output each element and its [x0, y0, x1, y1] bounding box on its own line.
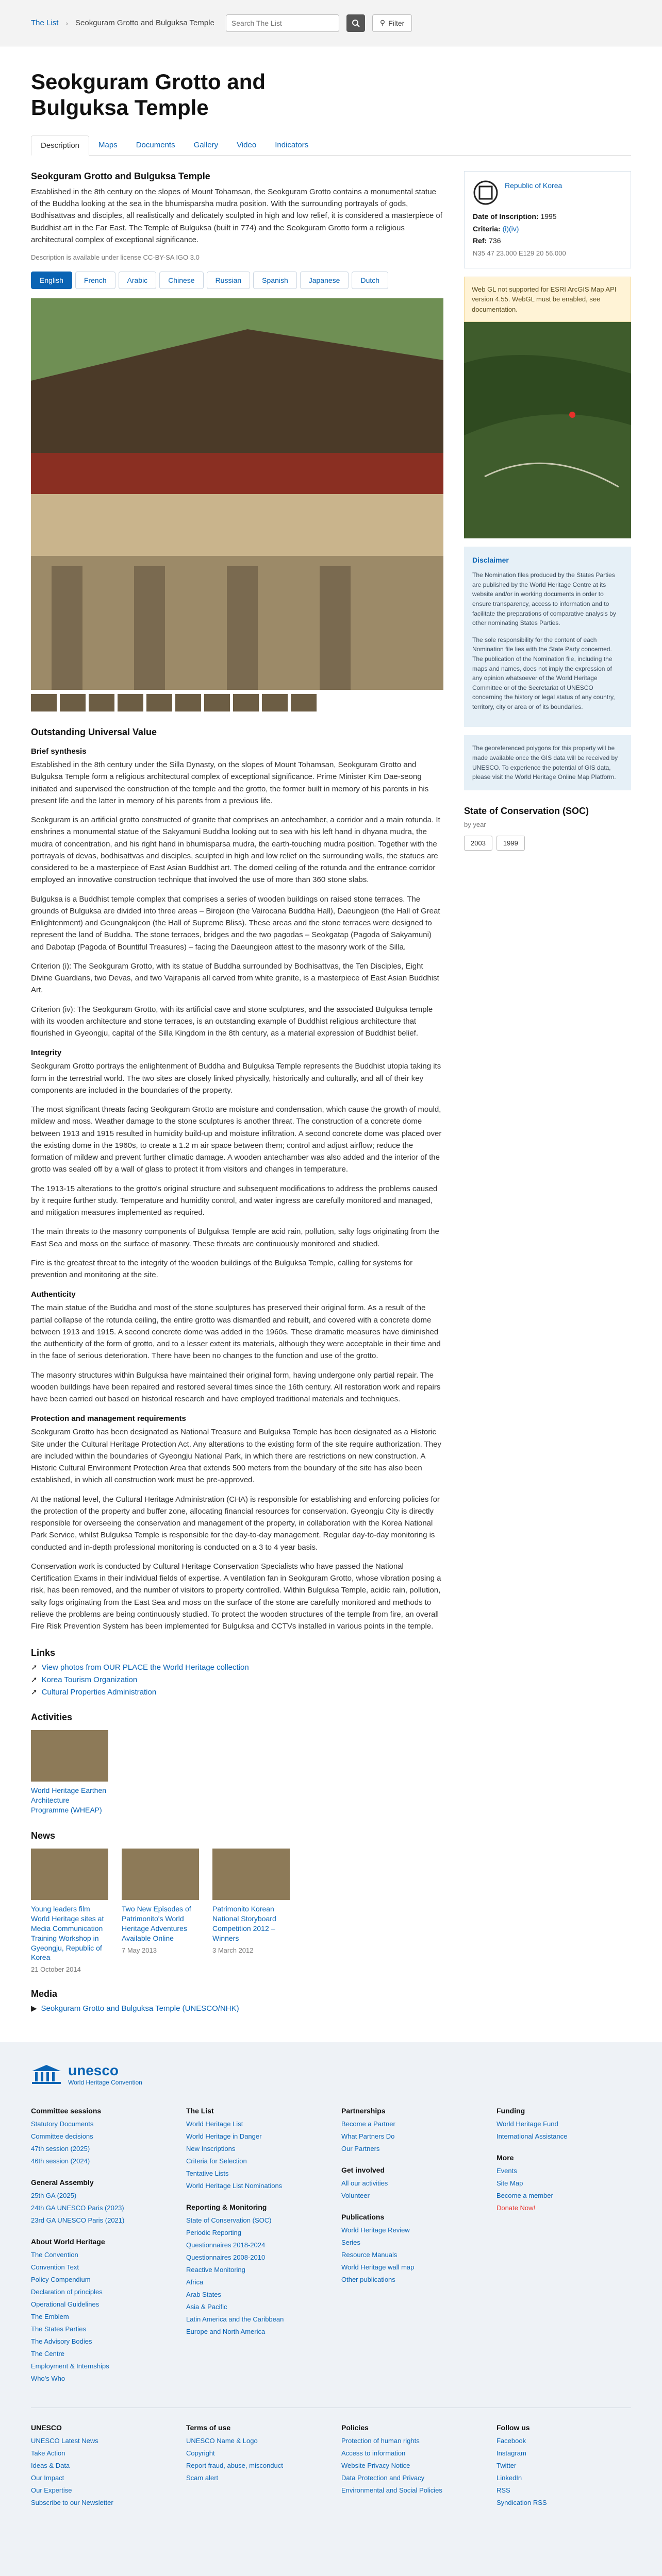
- tab-bar: [31, 135, 631, 156]
- filter-icon: ⚲: [379, 19, 386, 27]
- twitter-link[interactable]: Twitter: [496, 2462, 517, 2470]
- thumbnail[interactable]: [31, 694, 57, 711]
- footer-heading: Follow us: [496, 2424, 530, 2432]
- footer-link[interactable]: World Heritage List: [186, 2120, 243, 2128]
- news-card[interactable]: [31, 1849, 108, 1973]
- criterion-i: Criterion (i): The Seokguram Grotto, with its statue of Buddha surrounded by Bodhisattvas, the Ten Disciples, Eight Divine Guardians, two Devas, and two Vajrapanis all carved from white granite, is a masterpiece of East Asian Buddhist Art.: [31, 961, 439, 995]
- site-info-card: [464, 171, 631, 268]
- tab-documents[interactable]: Documents: [136, 140, 175, 149]
- ref-value: 736: [489, 236, 501, 245]
- integrity-paragraph: Fire is the greatest threat to the integrity of the wooden buildings of the Bulguksa Temple, calling for systems for prevention and monitoring at the site.: [31, 1258, 413, 1280]
- footer-link[interactable]: New Inscriptions: [186, 2145, 236, 2153]
- geo-notice: The georeferenced polygons for this property will be made available once the GIS data will be received by UNESCO. To experience the potential of GIS data, please visit the World Heritage Online Map Platform.: [464, 735, 631, 790]
- map-warning: Web GL not supported for ESRI ArcGIS Map API version 4.55. WebGL must be enabled, see documentation.: [464, 277, 631, 323]
- disclaimer-text: The Nomination files produced by the States Parties are published by the World Heritage Centre at its website and/or in working documents in order to ensure transparency, access to information and to facilitate the preparations of comparative analysis by other nominating States Parties.: [472, 571, 616, 627]
- footer-link[interactable]: The Centre: [31, 2350, 65, 2358]
- rss-link[interactable]: RSS: [496, 2486, 510, 2495]
- footer-link[interactable]: UNESCO Latest News: [31, 2437, 98, 2445]
- thumbnail[interactable]: [233, 694, 259, 711]
- footer-link[interactable]: Website Privacy Notice: [341, 2462, 410, 2470]
- search-button[interactable]: [346, 14, 365, 32]
- news-date: 3 March 2012: [212, 1946, 254, 1954]
- intro-text: Established in the 8th century on the slopes of Mount Tohamsan, the Seokguram Grotto contains a monumental statue of the Buddha looking at the sea in the bhumisparsha mudra position. With the surrounding portrayals of gods, Bodhisattvas and disciples, all realistically and delicately sculpted in high and low relief, it is considered a masterpiece of Buddhist art in the Far East. The Temple of Bulguksa (built in 774) and the Seokguram Grotto form a religious architectural complex of exceptional significance.: [31, 187, 442, 244]
- footer-link[interactable]: The Emblem: [31, 2313, 69, 2321]
- activity-image: [31, 1730, 108, 1782]
- criteria-value[interactable]: (i)(iv): [502, 224, 519, 233]
- instagram-link[interactable]: Instagram: [496, 2449, 526, 2458]
- filter-label: Filter: [388, 19, 405, 27]
- thumbnail[interactable]: [262, 694, 288, 711]
- footer-heading: Funding: [496, 2107, 525, 2115]
- ouv-paragraph: Seokguram is an artificial grotto constructed of granite that comprises an antechamber, a corridor and a main rotunda. It enshrines a monumental statue of the Sakyamuni Buddha looking out to sea with his left hand in dhyana mudra, the mudra of concentration, and his right hand in bhumisparsa mudra, the earth-touching mudra position. Together with the portrayals of devas, bodhisattvas and disciples, sculpted in high and low relief on the surrounding walls, the statues are considered to be a masterpiece of East Asian Buddhist art. The domed ceiling of the rotunda and the entrance corridor employed an innovative construction technique that involved the use of more than 360 stone slabs.: [31, 816, 440, 885]
- protection-paragraph: At the national level, the Cultural Heritage Administration (CHA) is responsible for establishing and enforcing policies for the protection of the property and buffer zone, allocating financial resources for conservation. Gyeongju City is directly responsible for overseeing the conservation and management of the property, in collaboration with the Korea National Park Service, whilst Bulguksa Temple is responsible for the day-to-day management. Regular day-to-day monitoring is conducted and in-depth professional monitoring is conducted on a 3 to 4 year basis.: [31, 1495, 440, 1552]
- footer-link[interactable]: Our Expertise: [31, 2486, 72, 2495]
- lang-english[interactable]: English: [31, 272, 72, 289]
- activities-list: [31, 1730, 443, 1815]
- footer-link[interactable]: World Heritage Review: [341, 2226, 410, 2234]
- footer-link[interactable]: All our activities: [341, 2179, 388, 2188]
- footer-link[interactable]: Our Partners: [341, 2145, 380, 2153]
- footer-link[interactable]: 24th GA UNESCO Paris (2023): [31, 2204, 124, 2212]
- footer-link[interactable]: Arab States: [186, 2291, 221, 2299]
- activity-title[interactable]: World Heritage Earthen Architecture Programme (WHEAP): [31, 1786, 107, 1815]
- authenticity-heading: Authenticity: [31, 1290, 76, 1299]
- lang-french[interactable]: French: [75, 272, 115, 289]
- link-text[interactable]: View photos from OUR PLACE the World Heritage collection: [41, 1663, 249, 1672]
- country-link[interactable]: Republic of Korea: [505, 181, 562, 190]
- top-bar: [0, 0, 662, 46]
- thumbnail[interactable]: [146, 694, 172, 711]
- news-title[interactable]: Two New Episodes of Patrimonito's World Heritage Adventures Available Online: [122, 1904, 191, 1942]
- footer-link[interactable]: 25th GA (2025): [31, 2192, 77, 2200]
- thumbnail[interactable]: [204, 694, 230, 711]
- news-title[interactable]: Young leaders film World Heritage sites at Media Communication Training Workshop in Gyeongju, Republic of Korea: [31, 1904, 104, 1962]
- media-link[interactable]: Seokguram Grotto and Bulguksa Temple (UNESCO/NHK): [41, 2004, 239, 2013]
- lang-arabic[interactable]: Arabic: [119, 272, 157, 289]
- tab-gallery[interactable]: Gallery: [193, 140, 219, 149]
- coordinates: N35 47 23.000 E129 20 56.000: [473, 249, 566, 258]
- photo-gallery[interactable]: [31, 298, 443, 690]
- footer-link[interactable]: World Heritage in Danger: [186, 2132, 262, 2141]
- news-title[interactable]: Patrimonito Korean National Storyboard Competition 2012 – Winners: [212, 1904, 276, 1942]
- breadcrumb-current: Seokguram Grotto and Bulguksa Temple: [75, 19, 214, 27]
- footer-link[interactable]: International Assistance: [496, 2132, 568, 2141]
- footer-link[interactable]: World Heritage Fund: [496, 2120, 558, 2128]
- ouv-paragraph: Established in the 8th century under the Silla Dynasty, on the slopes of Mount Tohamsan, Seokguram Grotto and Bulguksa Temple form a religious architectural complex of exceptional significance. Prime Minister Kim Dae-seong initiated and supervised the construction of the temple and the grotto, the former built in memory of his parents in his present life and the latter in memory of his parents from a previous life.: [31, 760, 429, 805]
- lang-japanese[interactable]: Japanese: [300, 272, 349, 289]
- footer-heading: General Assembly: [31, 2178, 94, 2187]
- search-placeholder: Search The List: [231, 19, 282, 27]
- lang-spanish[interactable]: Spanish: [253, 272, 297, 289]
- criterion-iv: Criterion (iv): The Seokguram Grotto, with its artificial cave and stone sculptures, and the associated Bulguksa temple with its wooden architecture and stone terraces, is an outstanding example of Buddhist religious architecture that flourished in Gyeongju, capital of the Silla Kingdom in the 8th century, as a material expression of Buddhist belief.: [31, 1005, 433, 1038]
- link-item[interactable]: [31, 1663, 443, 1672]
- footer-link[interactable]: Policy Compendium: [31, 2276, 91, 2284]
- footer-link[interactable]: 23rd GA UNESCO Paris (2021): [31, 2216, 125, 2225]
- news-date: 7 May 2013: [122, 1946, 157, 1954]
- inscription-value: 1995: [540, 212, 557, 221]
- footer-heading: Policies: [341, 2424, 369, 2432]
- news-image: [31, 1849, 108, 1900]
- footer-link[interactable]: Periodic Reporting: [186, 2229, 241, 2237]
- integrity-paragraph: The most significant threats facing Seokguram Grotto are moisture and condensation, which cause the growth of mould, mildew and moss. Weather damage to the stone sculptures is another threat. The construction of a concrete dome between 1913 and 1915 resulted in humidity build-up and moisture infiltration. A second concrete dome was placed over the existing dome in the 1960s, to create a 1.2 m air space between them; control and adjust airflow; reduce the formation of mildew and prevent further climatic damage. A wooden antechamber was also added and the interior of the grotto was sealed off by a wall of glass to protect it from visitors and changes in temperature.: [31, 1105, 442, 1174]
- footer-heading: Get involved: [341, 2166, 385, 2175]
- syndication-link[interactable]: Syndication RSS: [496, 2499, 547, 2507]
- footer-link[interactable]: Asia & Pacific: [186, 2303, 227, 2311]
- footer-heading: Committee sessions: [31, 2107, 102, 2115]
- soc-title: State of Conservation (SOC): [464, 805, 589, 816]
- tab-video[interactable]: Video: [237, 140, 257, 149]
- integrity-heading: Integrity: [31, 1048, 62, 1058]
- footer-link[interactable]: Environmental and Social Policies: [341, 2486, 442, 2495]
- page-title: Seokguram Grotto and Bulguksa Temple: [31, 70, 266, 120]
- footer-heading: Reporting & Monitoring: [186, 2203, 267, 2212]
- footer-link[interactable]: Data Protection and Privacy: [341, 2474, 425, 2482]
- footer-link[interactable]: Site Map: [496, 2179, 523, 2188]
- filter-button[interactable]: [372, 14, 412, 32]
- temple-photo: [31, 298, 443, 690]
- sidebar: [464, 171, 631, 2016]
- lang-russian[interactable]: Russian: [207, 272, 251, 289]
- protection-paragraph: Seokguram Grotto has been designated as National Treasure and Bulguksa Temple has been designated as a Historic Site under the Cultural Heritage Protection Act. Any alterations to the existing form of the site require authorization. They are included within the boundaries of Gyeongju National Park, in which there are restrictions on new construction. A Historic Cultural Environment Protection Area that extends 500 meters from the boundary of the site has also been established, in which all construction work must be pre-approved.: [31, 1428, 441, 1485]
- footer-link[interactable]: State of Conservation (SOC): [186, 2216, 272, 2225]
- footer-link[interactable]: The Convention: [31, 2251, 78, 2259]
- footer-link[interactable]: Who's Who: [31, 2375, 65, 2383]
- facebook-link[interactable]: Facebook: [496, 2437, 526, 2445]
- media-item[interactable]: [31, 2004, 443, 2013]
- lang-chinese[interactable]: Chinese: [159, 272, 203, 289]
- heritage-emblem-icon: [473, 180, 499, 206]
- external-link-icon: ➚: [31, 1663, 38, 1672]
- footer-link[interactable]: 47th session (2025): [31, 2145, 90, 2153]
- footer-link[interactable]: Europe and North America: [186, 2328, 266, 2336]
- ouv-heading: Outstanding Universal Value: [31, 727, 157, 738]
- thumbnail[interactable]: [89, 694, 114, 711]
- news-list: [31, 1849, 443, 1973]
- footer-link[interactable]: Become a Partner: [341, 2120, 395, 2128]
- authenticity-paragraph: The masonry structures within Bulguksa have maintained their original form, having undergone only partial repair. The wooden buildings have been repaired and restored several times since the 16th century. All restoration work and repairs have been carried out based on historical research and have employed traditional materials and techniques.: [31, 1370, 441, 1404]
- external-link-icon: ➚: [31, 1675, 38, 1685]
- thumbnail-strip: [31, 694, 443, 711]
- footer-link[interactable]: Committee decisions: [31, 2132, 93, 2141]
- links-list: [31, 1663, 443, 1697]
- search-input[interactable]: [226, 14, 339, 32]
- protection-paragraph: Conservation work is conducted by Cultural Heritage Conservation Specialists who have passed the National Certification Exams in their individual fields of expertise. A ventilation fan in Seokguram Grotto, whose vibration posing a risk, has been removed, and the number of visitors to property controlled. Within Bulguksa Temple, acidic rain, pollution, salty fogs originating from the East Sea and moss on the surface of the stone are carefully monitored and methods to relieve the problems are being continuously studied. To protect the wooden structures of the temple from fire, an overall Fire Risk Prevention System has been implemented for Bulguksa and CCTVs installed in various points in the temple.: [31, 1562, 441, 1631]
- footer-link[interactable]: Become a member: [496, 2192, 553, 2200]
- news-heading: News: [31, 1830, 56, 1841]
- footer-link[interactable]: World Heritage wall map: [341, 2263, 415, 2272]
- disclaimer-text: The sole responsibility for the content of each Nomination file lies with the State Party concerned. The publication of the Nomination file, including the maps and names, does not imply the expression of any opinion whatsoever of the World Heritage Committee or of the Secretariat of UNESCO concerning the history or legal status of any country, territory, city or area or of its boundaries.: [472, 636, 615, 710]
- brief-synthesis-heading: Brief synthesis: [31, 747, 87, 756]
- protection-heading: Protection and management requirements: [31, 1414, 186, 1423]
- footer-link[interactable]: Questionnaires 2008-2010: [186, 2253, 266, 2262]
- soc-by-year: by year: [464, 820, 486, 828]
- footer-link[interactable]: The Advisory Bodies: [31, 2337, 92, 2346]
- site-map[interactable]: [464, 322, 631, 538]
- activity-card[interactable]: [31, 1730, 108, 1815]
- tab-maps[interactable]: Maps: [98, 140, 118, 149]
- footer-link[interactable]: Criteria for Selection: [186, 2157, 247, 2165]
- footer-link[interactable]: Operational Guidelines: [31, 2300, 100, 2309]
- footer-link[interactable]: Series: [341, 2239, 360, 2247]
- footer-link[interactable]: Ideas & Data: [31, 2462, 70, 2470]
- disclaimer-title: Disclaimer: [472, 556, 509, 565]
- footer-link[interactable]: Scam alert: [186, 2474, 219, 2482]
- thumbnail[interactable]: [60, 694, 86, 711]
- news-date: 21 October 2014: [31, 1965, 81, 1974]
- footer-link[interactable]: 46th session (2024): [31, 2157, 90, 2165]
- breadcrumb-separator: ›: [65, 19, 69, 27]
- footer-link[interactable]: Take Action: [31, 2449, 65, 2458]
- ouv-paragraph: Bulguksa is a Buddhist temple complex that comprises a series of wooden buildings on raised stone terraces. The grounds of Bulguksa are divided into three areas – Birojeon (the Vairocana Buddha Hall), Daeungjeon (the Hall of Great Enlightenment) and Geungnakjeon (the Hall of Supreme Bliss). These areas and the stone terraces were designed to represent the land of Buddha. The stone terraces, bridges and the two pagodas – Seokgatap (Pagoda of Sakyamuni) and Dabotap (Pagoda of Bountiful Treasures) – facing the Daeungjeon attest to the masonry work of the Silla.: [31, 894, 440, 952]
- footer-link[interactable]: UNESCO Name & Logo: [186, 2437, 258, 2445]
- media-list: [31, 2004, 443, 2013]
- media-heading: Media: [31, 1989, 58, 1999]
- criteria-label: Criteria:: [473, 224, 501, 233]
- unesco-logo[interactable]: [31, 2062, 631, 2086]
- language-switcher: [31, 272, 443, 289]
- footer-link[interactable]: Access to information: [341, 2449, 406, 2458]
- soc-year-button[interactable]: 1999: [496, 836, 525, 851]
- footer-link[interactable]: Declaration of principles: [31, 2288, 103, 2296]
- unesco-brand: unesco: [68, 2062, 119, 2079]
- soc-year-list: [464, 836, 631, 851]
- footer-link[interactable]: Events: [496, 2167, 517, 2175]
- link-text[interactable]: Korea Tourism Organization: [41, 1675, 138, 1684]
- tab-description[interactable]: Description: [31, 135, 89, 156]
- footer-link[interactable]: Copyright: [186, 2449, 215, 2458]
- footer-link[interactable]: Tentative Lists: [186, 2170, 229, 2178]
- ref-label: Ref:: [473, 236, 487, 245]
- footer-heading: Terms of use: [186, 2424, 231, 2432]
- link-item[interactable]: [31, 1675, 443, 1684]
- breadcrumb-home[interactable]: The List: [31, 19, 59, 27]
- unesco-sub: World Heritage Convention: [68, 2079, 142, 2087]
- integrity-paragraph: Seokguram Grotto portrays the enlightenment of Buddha and Bulguksa Temple represents the Buddhist utopia taking its form in the terrestrial world. The two sites are closely linked physically, historically and culturally, and all of their key components are included in the boundaries of the property.: [31, 1062, 441, 1095]
- lang-dutch[interactable]: Dutch: [352, 272, 388, 289]
- link-text[interactable]: Cultural Properties Administration: [41, 1687, 157, 1697]
- linkedin-link[interactable]: LinkedIn: [496, 2474, 522, 2482]
- footer-link[interactable]: World Heritage List Nominations: [186, 2182, 283, 2190]
- soc-year-button[interactable]: 2003: [464, 836, 492, 851]
- footer-heading: About World Heritage: [31, 2238, 105, 2246]
- footer-heading: More: [496, 2154, 514, 2162]
- footer-link[interactable]: Statutory Documents: [31, 2120, 94, 2128]
- news-card[interactable]: [212, 1849, 290, 1973]
- integrity-paragraph: The main threats to the masonry components of Bulguksa Temple are acid rain, pollution, salty fogs originating from the East Sea and moss on the surface of masonry. These threats are continuously monitored and studied.: [31, 1227, 439, 1248]
- footer-link[interactable]: Africa: [186, 2278, 204, 2286]
- footer-link[interactable]: Other publications: [341, 2276, 395, 2284]
- news-image: [212, 1849, 290, 1900]
- soc-section: [464, 806, 631, 851]
- footer-heading: Publications: [341, 2213, 385, 2222]
- news-image: [122, 1849, 199, 1900]
- footer-link[interactable]: The States Parties: [31, 2325, 86, 2333]
- thumbnail[interactable]: [291, 694, 317, 711]
- video-icon: ▶: [31, 2004, 37, 2013]
- satellite-map: [464, 322, 631, 538]
- unesco-temple-icon: [31, 2064, 62, 2084]
- footer: [0, 2042, 662, 2576]
- search-icon: [352, 19, 360, 27]
- footer-link[interactable]: Questionnaires 2018-2024: [186, 2241, 266, 2249]
- footer-heading: The List: [186, 2107, 214, 2115]
- footer-link[interactable]: Our Impact: [31, 2474, 64, 2482]
- external-link-icon: ➚: [31, 1688, 38, 1697]
- links-heading: Links: [31, 1648, 56, 1658]
- footer-heading: Partnerships: [341, 2107, 386, 2115]
- link-item[interactable]: [31, 1687, 443, 1697]
- footer-link[interactable]: Protection of human rights: [341, 2437, 420, 2445]
- inscription-label: Date of Inscription:: [473, 212, 539, 221]
- license-link[interactable]: Description is available under license CC-BY-SA IGO 3.0: [31, 253, 200, 262]
- thumbnail[interactable]: [118, 694, 143, 711]
- footer-link[interactable]: Employment & Internships: [31, 2362, 109, 2370]
- footer-link[interactable]: Reactive Monitoring: [186, 2266, 245, 2274]
- disclaimer-box: [464, 547, 631, 727]
- donate-link[interactable]: Donate Now!: [496, 2204, 536, 2212]
- footer-heading: UNESCO: [31, 2424, 62, 2432]
- footer-link[interactable]: What Partners Do: [341, 2132, 395, 2141]
- footer-link[interactable]: Latin America and the Caribbean: [186, 2315, 284, 2324]
- footer-link[interactable]: Report fraud, abuse, misconduct: [186, 2462, 283, 2470]
- main-content: [31, 171, 443, 2016]
- footer-link[interactable]: Convention Text: [31, 2263, 79, 2272]
- tab-indicators[interactable]: Indicators: [275, 140, 309, 149]
- news-card[interactable]: [122, 1849, 199, 1973]
- activities-heading: Activities: [31, 1712, 73, 1723]
- integrity-paragraph: The 1913-15 alterations to the grotto's original structure and subsequent modifications to address the problems caused by it require further study. Temperature and humidity control, and water ingress are carefully monitored and managed, and mitigation measures implemented as required.: [31, 1184, 438, 1217]
- footer-link[interactable]: Volunteer: [341, 2192, 370, 2200]
- thumbnail[interactable]: [175, 694, 201, 711]
- authenticity-paragraph: The main statue of the Buddha and most of the stone sculptures has preserved their original form. As a result of the partial collapse of the rotunda ceiling, the entire grotto was dismantled and rebuilt, and covered with a concrete dome between 1913 and 1915. A second concrete dome was added in the 1960s. These dramatic measures have diminished the authenticity of the form of grotto, and to a lesser extent its materials, although they were acceptable in their time and in the face of serious deterioration. There have been no changes to the function and use of the grotto.: [31, 1303, 441, 1361]
- intro-heading: Seokguram Grotto and Bulguksa Temple: [31, 171, 210, 181]
- footer-link[interactable]: Resource Manuals: [341, 2251, 398, 2259]
- footer-link[interactable]: Subscribe to our Newsletter: [31, 2499, 113, 2507]
